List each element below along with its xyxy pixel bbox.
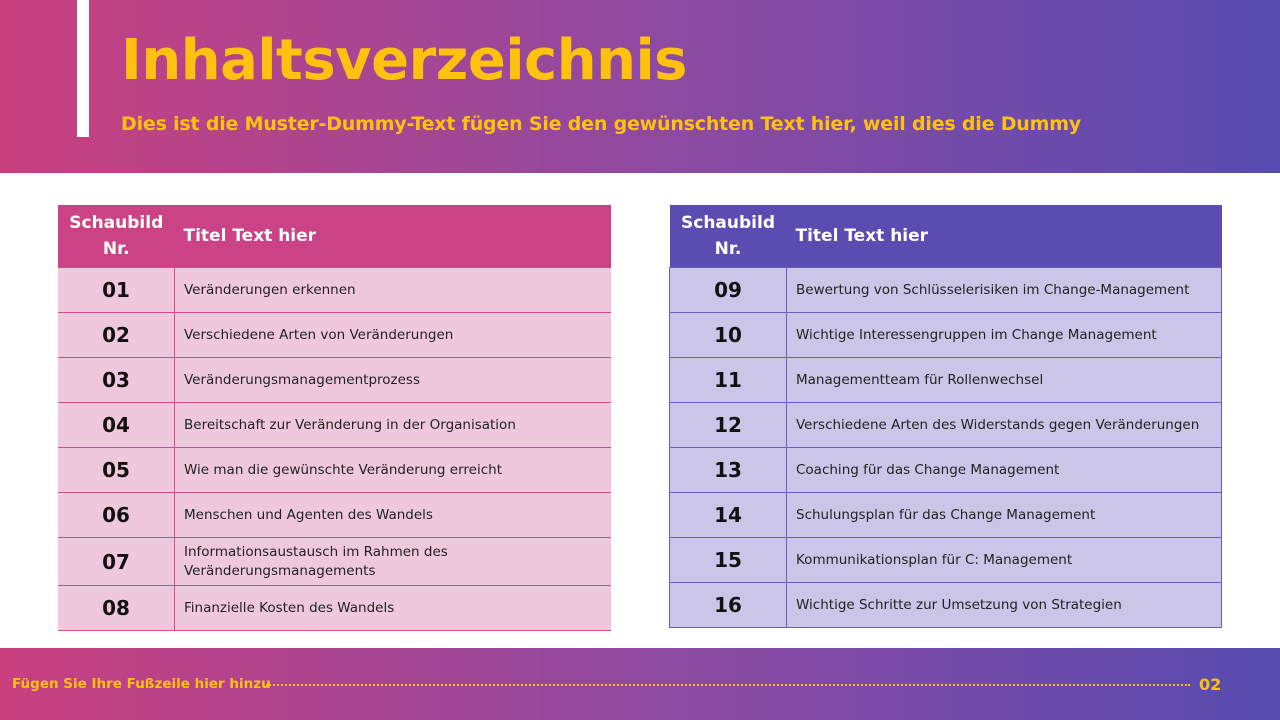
row-number: 10 xyxy=(670,313,787,358)
row-title: Kommunikationsplan für C: Management xyxy=(787,538,1222,583)
column-header-number-line1: Schaubild xyxy=(69,213,164,233)
column-header-title: Titel Text hier xyxy=(175,205,612,268)
table-row xyxy=(670,538,1222,583)
row-title: Schulungsplan für das Change Management xyxy=(787,493,1222,538)
page-title: Inhaltsverzeichnis xyxy=(121,28,687,93)
row-title: Verschiedene Arten des Widerstands gegen Veränderungen xyxy=(787,403,1222,448)
column-header-number xyxy=(58,205,175,268)
table-row xyxy=(58,448,611,493)
row-number: 07 xyxy=(58,538,175,586)
header-accent-bar xyxy=(77,0,89,137)
toc-table-right xyxy=(669,205,1222,628)
row-title: Bereitschaft zur Veränderung in der Organisation xyxy=(175,403,612,448)
row-number: 04 xyxy=(58,403,175,448)
header-banner xyxy=(0,0,1280,173)
table-row xyxy=(58,268,611,313)
row-number: 15 xyxy=(670,538,787,583)
column-header-number xyxy=(670,205,787,268)
table-row xyxy=(670,583,1222,628)
row-title: Veränderungsmanagementprozess xyxy=(175,358,612,403)
page-subtitle: Dies ist die Muster-Dummy-Text fügen Sie den gewünschten Text hier, weil dies die Dummy xyxy=(121,113,1081,135)
row-title-line2: Veränderungsmanagements xyxy=(184,562,376,579)
row-number: 05 xyxy=(58,448,175,493)
row-title: Coaching für das Change Management xyxy=(787,448,1222,493)
row-number: 01 xyxy=(58,268,175,313)
column-header-title: Titel Text hier xyxy=(787,205,1222,268)
column-header-number-line1: Schaubild xyxy=(681,213,775,233)
row-title-line1: Informationsaustausch im Rahmen des xyxy=(184,543,448,560)
table-row xyxy=(58,493,611,538)
row-number: 08 xyxy=(58,586,175,631)
row-number: 06 xyxy=(58,493,175,538)
table-row xyxy=(670,448,1222,493)
table-row xyxy=(58,313,611,358)
row-number: 16 xyxy=(670,583,787,628)
row-title: Veränderungen erkennen xyxy=(175,268,612,313)
table-row xyxy=(670,313,1222,358)
row-number: 09 xyxy=(670,268,787,313)
table-row xyxy=(670,358,1222,403)
row-number: 13 xyxy=(670,448,787,493)
column-header-number-line2: Nr. xyxy=(102,239,130,259)
table-row xyxy=(58,586,611,631)
row-title: Bewertung von Schlüsselerisiken im Change-Management xyxy=(787,268,1222,313)
footer-dotted-line xyxy=(266,684,1190,686)
table-row xyxy=(58,538,611,586)
row-title: Wichtige Schritte zur Umsetzung von Strategien xyxy=(787,583,1222,628)
row-title xyxy=(175,538,612,586)
row-title: Managementteam für Rollenwechsel xyxy=(787,358,1222,403)
row-number: 02 xyxy=(58,313,175,358)
row-title: Wie man die gewünschte Veränderung erreicht xyxy=(175,448,612,493)
table-row xyxy=(670,493,1222,538)
row-title: Verschiedene Arten von Veränderungen xyxy=(175,313,612,358)
row-title: Finanzielle Kosten des Wandels xyxy=(175,586,612,631)
row-title: Menschen und Agenten des Wandels xyxy=(175,493,612,538)
row-title: Wichtige Interessengruppen im Change Management xyxy=(787,313,1222,358)
table-row xyxy=(58,403,611,448)
row-number: 14 xyxy=(670,493,787,538)
toc-table-left xyxy=(58,205,611,631)
footer-text: Fügen Sie Ihre Fußzeile hier hinzu xyxy=(12,676,271,692)
row-number: 12 xyxy=(670,403,787,448)
table-row xyxy=(670,268,1222,313)
table-row xyxy=(670,403,1222,448)
page-number: 02 xyxy=(1199,675,1222,694)
row-number: 03 xyxy=(58,358,175,403)
column-header-number-line2: Nr. xyxy=(714,239,742,259)
table-row xyxy=(58,358,611,403)
toc-header-row xyxy=(58,205,611,268)
toc-header-row xyxy=(670,205,1222,268)
footer-banner xyxy=(0,648,1280,720)
row-number: 11 xyxy=(670,358,787,403)
